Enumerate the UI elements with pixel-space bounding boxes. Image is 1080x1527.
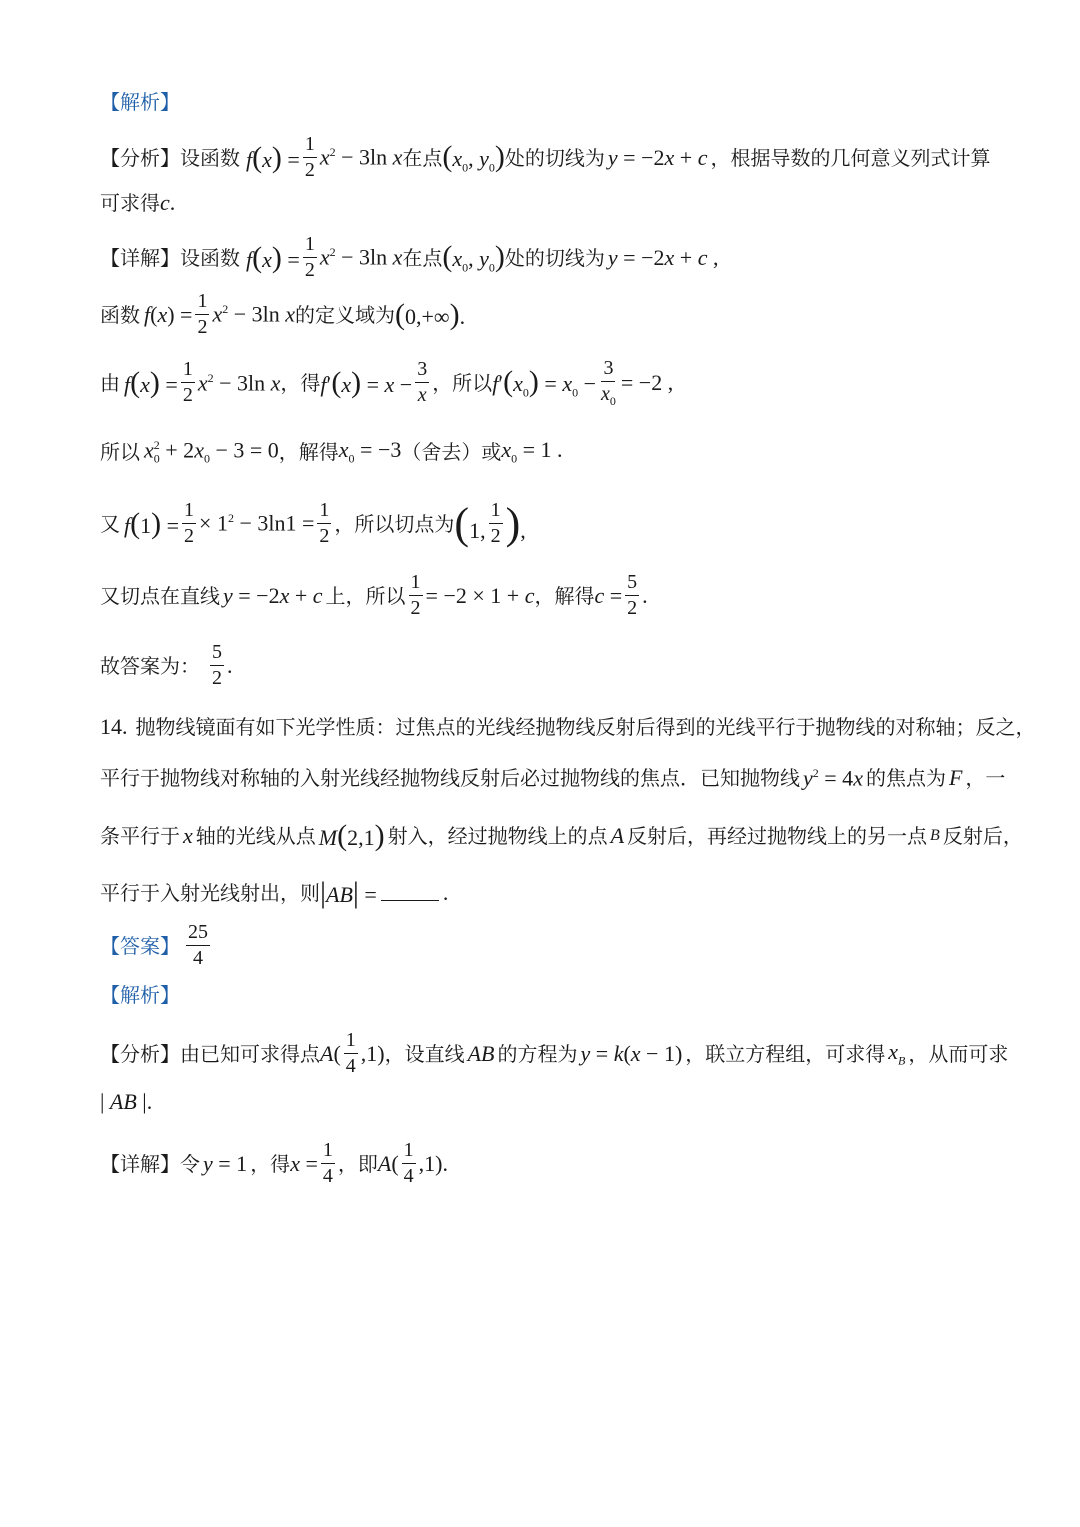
domain-line: 函数 f(x) = $\frac{1}{2}$ $x^2 - 3\ln$ x 的定义域为 (0,+∞). — [100, 290, 466, 338]
xiangjie2-line: 【详解】 令 y = 1 ，得 x = $\frac{1}{4}$ ，即 A( 1 4 ,1). — [100, 1139, 448, 1187]
q14-line-1: 14. 抛物线镜面有如下光学性质：过焦点的光线经抛物线反射后得到的光线平行于抛物线的对称轴；反之， — [100, 714, 1036, 739]
q14-line-2: 平行于抛物线对称轴的入射光线经抛物线反射后必过抛物线的焦点．已知抛物线 $y^2 = 4x$ 的焦点为 F ，一 — [100, 765, 1006, 791]
answer-line-1: 故答案为： 5 2 . — [100, 641, 233, 689]
jiexi-label-1: 【解析】 — [100, 90, 180, 114]
fenxi-line-2: 可求得 c. — [100, 190, 176, 215]
fenxi-line-1: 【分析】 设函数 f(x) = $\frac{1}{2}$ $x^2 - 3\ln$ x 在点 ($x_0$, $y_0$) 处的切线为 y = −2x + c ，根据导数的几何意义列式计算 — [100, 133, 991, 181]
jiexi-label-2: 【解析】 — [100, 983, 180, 1007]
daan-line: 【答案】 25 4 — [100, 921, 208, 969]
q14-line-4: 平行于入射光线射出，则 |AB| = . — [100, 876, 449, 909]
fenxi2-line-1: 【分析】 由已知可求得点 A( 1 4 ,1) ，设直线 AB 的方程为 y = k(x − 1) ，联立方程组，可求得 $x_B$ ，从而可求 — [100, 1029, 1009, 1077]
fenxi2-line-2: | AB |. — [100, 1089, 153, 1114]
derivative-line: 由 f(x) = $\frac{1}{2}$ $x^2 - 3\ln$ x ，得 f′(x) = x − $\frac{3}{x}$ ，所以 $f'(x_0) = x_0$ − $\frac{3}{x_0}$ = −2 , — [100, 357, 674, 408]
f1-line: 又 f(1) = $\frac{1}{2}$ × $1^2 - 3\ln 1$ = $\frac{1}{2}$ ，所以切点为 (1, 1 2 ), — [100, 498, 526, 548]
xiangjie-tag: 【详解】 — [100, 245, 180, 270]
fenxi-tag: 【分析】 — [100, 145, 180, 170]
answer-blank — [381, 886, 439, 901]
line-condition: 又切点在直线 y = −2x + c 上，所以 $\frac{1}{2}$ = −2 × 1 + c ，解得 c = $\frac{5}{2}$ . — [100, 571, 648, 619]
xiangjie-line-1: 【详解】 设函数 f(x) = $\frac{1}{2}$ $x^2 - 3\ln$ x 在点 ($x_0$, $y_0$) 处的切线为 y = −2x + c , — [100, 233, 719, 281]
solve-line: 所以 $x_0^2 + 2x_0 - 3 = 0$ ，解得 $x_0 = -3$ （舍去）或 $x_0 = 1$ . — [100, 437, 563, 466]
q14-line-3: 条平行于 x 轴的光线从点 M(2,1) 射入，经过抛物线上的点 A 反射后，再经过抛物线上的另一点 B 反射后， — [100, 819, 1023, 852]
q14-number: 14. — [100, 714, 128, 739]
